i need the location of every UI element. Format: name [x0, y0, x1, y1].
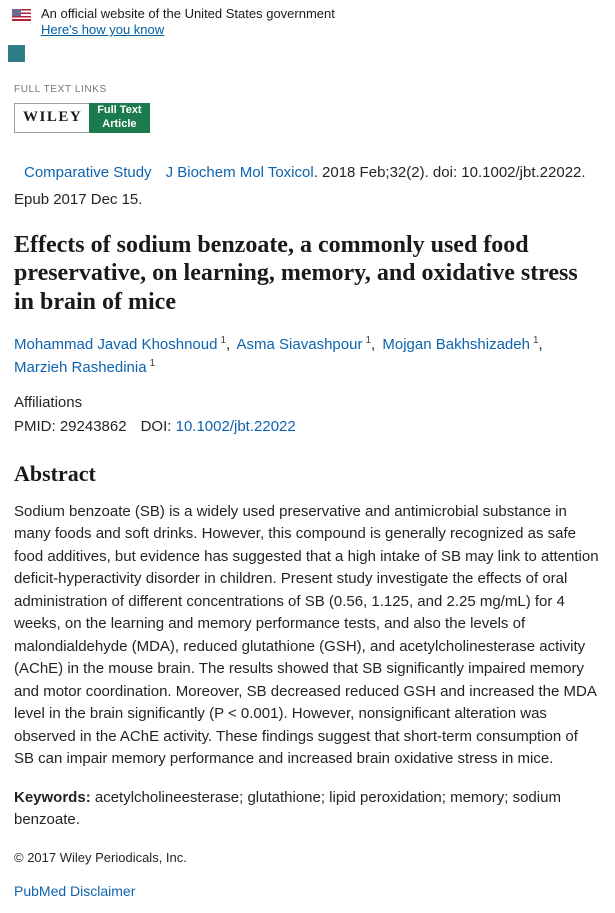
author-affiliation-sup: 1 — [220, 334, 227, 346]
wiley-full-text-button[interactable] — [14, 103, 150, 133]
heres-how-you-know-link[interactable]: Here's how you know — [41, 22, 165, 38]
doi-link[interactable]: 10.1002/jbt.22022 — [175, 417, 296, 435]
us-flag-icon — [12, 9, 31, 21]
author-affiliation-sup: 1 — [532, 334, 539, 346]
abstract-body: Sodium benzoate (SB) is a widely used preservative and antimicrobial substance in many foods and soft drinks. However, this compound is generally recognized as safe food additives, but evidence has suggested that a high intake of SB may link to attention deficit-hyperactivity disorder in children. Present study investigate the effects of oral administration of different concentrations of SB (0.56, 1.125, and 2.25 mg/mL) for 4 weeks, on the learning and memory performance tests, and also the levels of malondialdehyde (MDA), reduced glutathione (GSH), and acetylcholinesterase activity (AChE) in the mouse brain. The results showed that SB significantly impaired memory and motor coordination. Moreover, SB decreased reduced GSH and increased the MDA level in the brain significantly (P < 0.001). However, nonsignificant alteration was observed in the AChE activity. These findings suggest that short-term consumption of SB can impair memory performance and increased brain oxidative stress in mice. — [14, 502, 599, 768]
wiley-logo: WILEY — [23, 109, 83, 126]
article-title: Effects of sodium benzoate, a commonly used food preservative, on learning, memory, and oxidative stress in brain of mice — [14, 231, 578, 316]
keywords-label: Keywords: — [14, 788, 91, 806]
author-affiliation-sup: 1 — [149, 358, 156, 370]
full-text-article-badge — [89, 103, 149, 133]
journal-link[interactable]: J Biochem Mol Toxicol — [165, 163, 314, 181]
pmid-label: PMID: — [14, 417, 56, 435]
author-link[interactable]: Asma Siavashpour — [236, 335, 363, 353]
keywords-line — [14, 787, 602, 832]
abstract-heading: Abstract — [14, 460, 96, 486]
citation-details: . 2018 Feb;32(2). doi: 10.1002/jbt.22022. — [313, 163, 586, 181]
gov-banner-text — [41, 7, 335, 38]
author-link[interactable]: Marzieh Rashedinia — [14, 359, 147, 377]
full-text-badge-line2: Article — [102, 117, 137, 130]
citation-line — [14, 159, 599, 213]
full-text-badge-line1: Full Text — [97, 104, 142, 117]
author-link[interactable]: Mohammad Javad Khoshnoud — [14, 335, 218, 353]
pubmed-disclaimer-link[interactable]: PubMed Disclaimer — [14, 882, 136, 899]
author-link[interactable]: Mojgan Bakhshizadeh — [382, 335, 530, 353]
full-text-links-section — [0, 84, 615, 133]
site-logo-square[interactable] — [8, 45, 25, 62]
doi-label: DOI: — [140, 417, 172, 435]
author-separator: , — [226, 335, 231, 353]
pmid-value: 29243862 — [59, 417, 127, 435]
official-website-text: An official website of the United States government — [41, 6, 335, 21]
identifiers-line — [14, 418, 599, 435]
comparative-study-link[interactable]: Comparative Study — [24, 163, 152, 181]
gov-banner — [0, 0, 615, 38]
full-text-links-label: FULL TEXT LINKS — [14, 83, 107, 95]
affiliations-toggle[interactable]: Affiliations — [14, 393, 83, 411]
copyright-notice: © 2017 Wiley Periodicals, Inc. — [14, 849, 187, 865]
author-affiliation-sup: 1 — [365, 334, 372, 346]
author-separator: , — [371, 335, 376, 353]
author-separator: , — [538, 335, 543, 353]
epub-date: Epub 2017 Dec 15. — [14, 190, 143, 208]
keywords-text: acetylcholineesterase; glutathione; lipid peroxidation; memory; sodium benzoate. — [14, 788, 561, 829]
authors-line — [14, 333, 599, 380]
